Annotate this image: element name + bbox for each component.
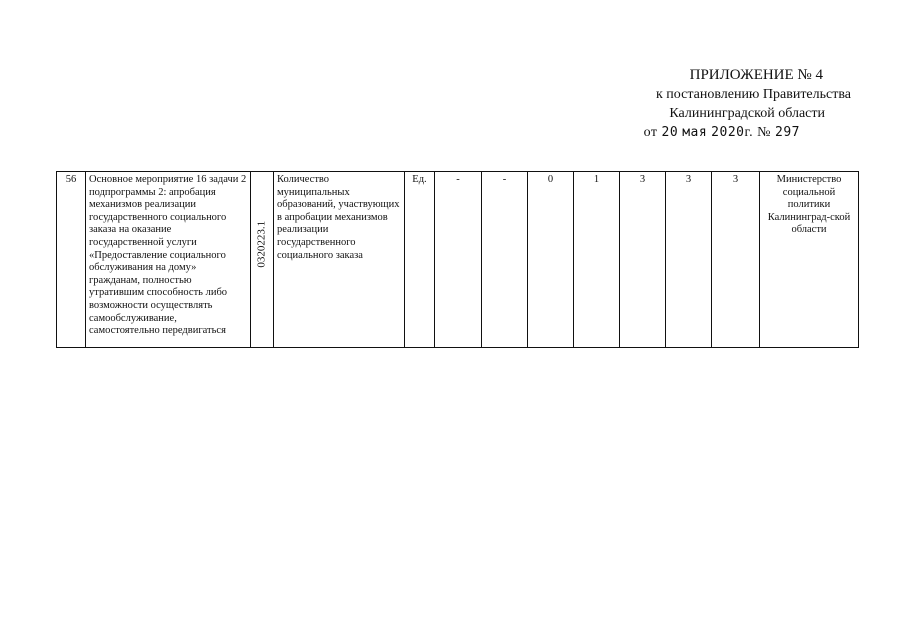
appendix-region-line: Калининградской области — [669, 106, 825, 121]
value-cell-7: 3 — [712, 172, 760, 348]
decree-month: мая — [682, 125, 708, 140]
decree-day: 20 — [661, 125, 679, 140]
appendix-header — [600, 66, 885, 142]
decree-number: 297 — [775, 125, 800, 140]
code-cell — [251, 172, 274, 348]
budget-code: 0320223.1 — [255, 220, 268, 268]
decree-number-sign: № — [757, 125, 772, 140]
activity-cell: Основное мероприятие 16 задачи 2 подпрограммы 2: апробация механизмов реализации государственного социального заказа на оказание государственной услуги «Предоставление социального обслуживания на дому» гражданам, полностью утратившим способность либо возможности осуществлять самообслуживание, самостоятельно передвигаться — [86, 172, 251, 348]
activities-table — [56, 171, 859, 348]
value-cell-5: 3 — [620, 172, 666, 348]
appendix-title: ПРИЛОЖЕНИЕ № 4 — [689, 67, 823, 83]
table-row — [57, 172, 859, 348]
value-cell-2: - — [482, 172, 528, 348]
decree-year-suffix: г. — [744, 125, 754, 140]
responsible-cell: Министерство социальной политики Калининград-ской области — [760, 172, 859, 348]
decree-date-line — [600, 123, 800, 142]
value-cell-6: 3 — [666, 172, 712, 348]
value-cell-4: 1 — [574, 172, 620, 348]
decree-year: 2020 — [711, 125, 745, 140]
row-number-cell: 56 — [57, 172, 86, 348]
appendix-reference-line: к постановлению Правительства — [655, 87, 851, 102]
decree-prefix: от — [643, 125, 658, 140]
value-cell-3: 0 — [528, 172, 574, 348]
unit-cell: Ед. — [405, 172, 435, 348]
value-cell-1: - — [435, 172, 482, 348]
indicator-cell: Количество муниципальных образований, участвующих в апробации механизмов реализации государственного социального заказа — [274, 172, 405, 348]
